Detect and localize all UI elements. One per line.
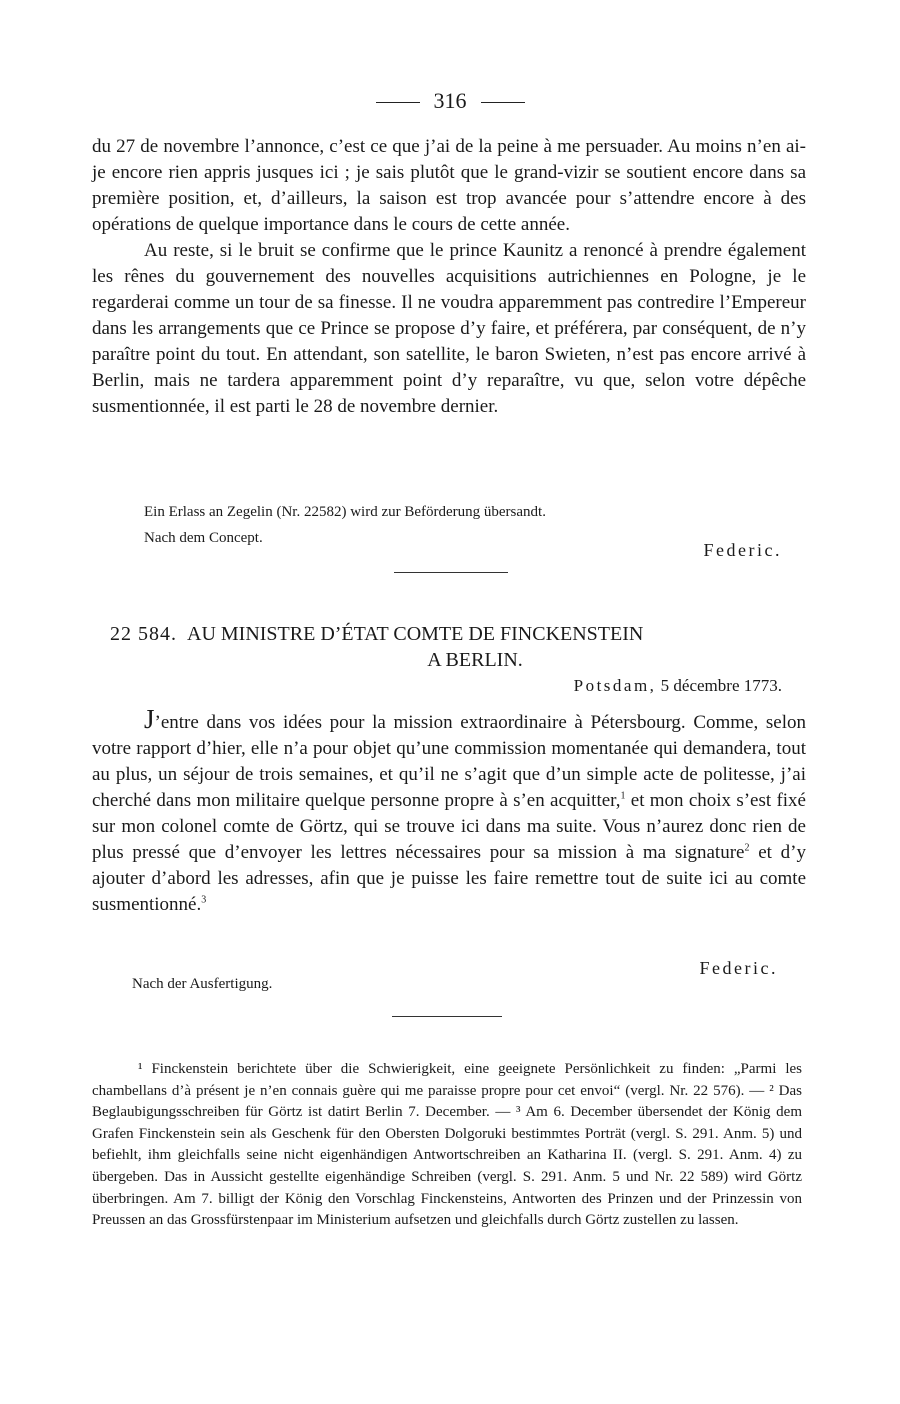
previous-letter-body <box>92 134 806 420</box>
source-note-concept: Nach dem Concept. <box>144 530 263 546</box>
signature-letter: Federic. <box>699 958 778 978</box>
heading-line-2: A BERLIN. <box>427 649 523 671</box>
paragraph-1: du 27 de novembre l’annonce, c’est ce que j’ai de la peine à me persuader. Au moins n’en ai-je encore rien appris jusques ici ; je sais plutôt que le grand-vizir se soutient encore dans sa première position, et, d’ailleurs, la saison est trop avancée pour s’attendre encore à des opérations de quelque importance dans le cours de cette année. <box>92 136 806 235</box>
letter-text-c: et d’y ajouter d’abord les adresses, afin que je puisse les faire remettre tout de suite ici au comte susmentionné. <box>92 842 806 915</box>
heading-line-1: AU MINISTRE D’ÉTAT COMTE DE FINCKENSTEIN <box>187 623 644 645</box>
page-header <box>0 88 900 114</box>
letter-number: 22 584. <box>110 623 177 645</box>
erlass-note: Ein Erlass an Zegelin (Nr. 22582) wird zur Beförderung übersandt. <box>144 504 546 520</box>
letter-paragraph <box>92 706 806 918</box>
footnote-ref-3[interactable]: 3 <box>201 894 207 906</box>
footnote-ref-2[interactable]: 2 <box>744 842 750 854</box>
letter-heading <box>110 621 800 673</box>
header-dash-right <box>481 102 525 103</box>
letter-text-a: ’entre dans vos idées pour la mission extraordinaire à Pétersbourg. Comme, selon votre rapport d’hier, elle n’a pour objet qu’une commission momentanée qui demandera, tout au plus, un séjour de trois semaines, et qu’il ne s’agit que d’un simple acte de politesse, j’ai cherché dans mon militaire quelque personne propre à s’en acquitter, <box>92 712 806 811</box>
dateline-date: 5 décembre 1773. <box>660 676 782 695</box>
source-note-ausfertigung: Nach der Ausfertigung. <box>132 976 273 992</box>
letter-text-b: et mon choix s’est fixé sur mon colonel comte de Görtz, qui se trouve ici dans ma suite. Vous n’aurez donc rien de plus pressé que d’envoyer les lettres nécessaires pour sa mission à ma signature <box>92 790 806 863</box>
header-dash-left <box>376 102 420 103</box>
signature-previous: Federic. <box>703 540 782 560</box>
dateline <box>574 676 782 696</box>
drop-cap: J <box>144 704 155 734</box>
paragraph-2: Au reste, si le bruit se confirme que le prince Kaunitz a renoncé à prendre également les rênes du gouvernement des nouvelles acquisitions autrichiennes en Pologne, je le regarderai comme un tour de sa finesse. Il ne voudra apparemment pas contredire l’Empereur dans les arrangements que ce Prince se propose d’y faire, et préférera, par conséquent, de n’y paraître point du tout. En attendant, son satellite, le baron Swieten, n’est pas encore arrivé à Berlin, mais ne tardera apparemment point d’y reparaître, vu que, selon votre dépêche susmentionnée, il est parti le 28 de novembre dernier. <box>92 240 806 417</box>
footnote-ref-1[interactable]: 1 <box>620 790 626 802</box>
separator-rule-footnotes <box>392 1016 502 1017</box>
page-number: 316 <box>433 88 467 113</box>
dateline-place: Potsdam, <box>573 676 657 695</box>
letter-body <box>92 706 806 918</box>
footnotes <box>92 1059 802 1232</box>
separator-rule <box>394 572 508 573</box>
footnote-text: ¹ Finckenstein berichtete über die Schwierigkeit, eine geeignete Persönlichkeit zu finden: „Parmi les chambellans d’à présent je n’en connais guère qui me paraisse propre pour cet envoi“ (vergl. Nr. 22 576). — ² Das Beglaubigungsschreiben für Görtz ist datirt Berlin 7. December. — ³ Am 6. December übersendet der König dem Grafen Finckenstein sein als Geschenk für den Obersten Dolgoruki bestimmtes Porträt (vergl. S. 291. Anm. 5) und befiehlt, ihm gleichfalls seine nicht eigenhändigen Antwortschreiben an Katharina II. (vergl. S. 291. Anm. 4) zu übergeben. Das in Aussicht gestellte eigenhändige Schreiben (vergl. S. 291. Anm. 5 und Nr. 22 589) wird Görtz überbringen. Am 7. billigt der König den Vorschlag Finckensteins, Antworten des Prinzen und der Prinzessin von Preussen an das Grossfürstenpaar im Ministerium aufsetzen und gleichfalls durch Görtz zustellen zu lassen. <box>92 1061 802 1229</box>
